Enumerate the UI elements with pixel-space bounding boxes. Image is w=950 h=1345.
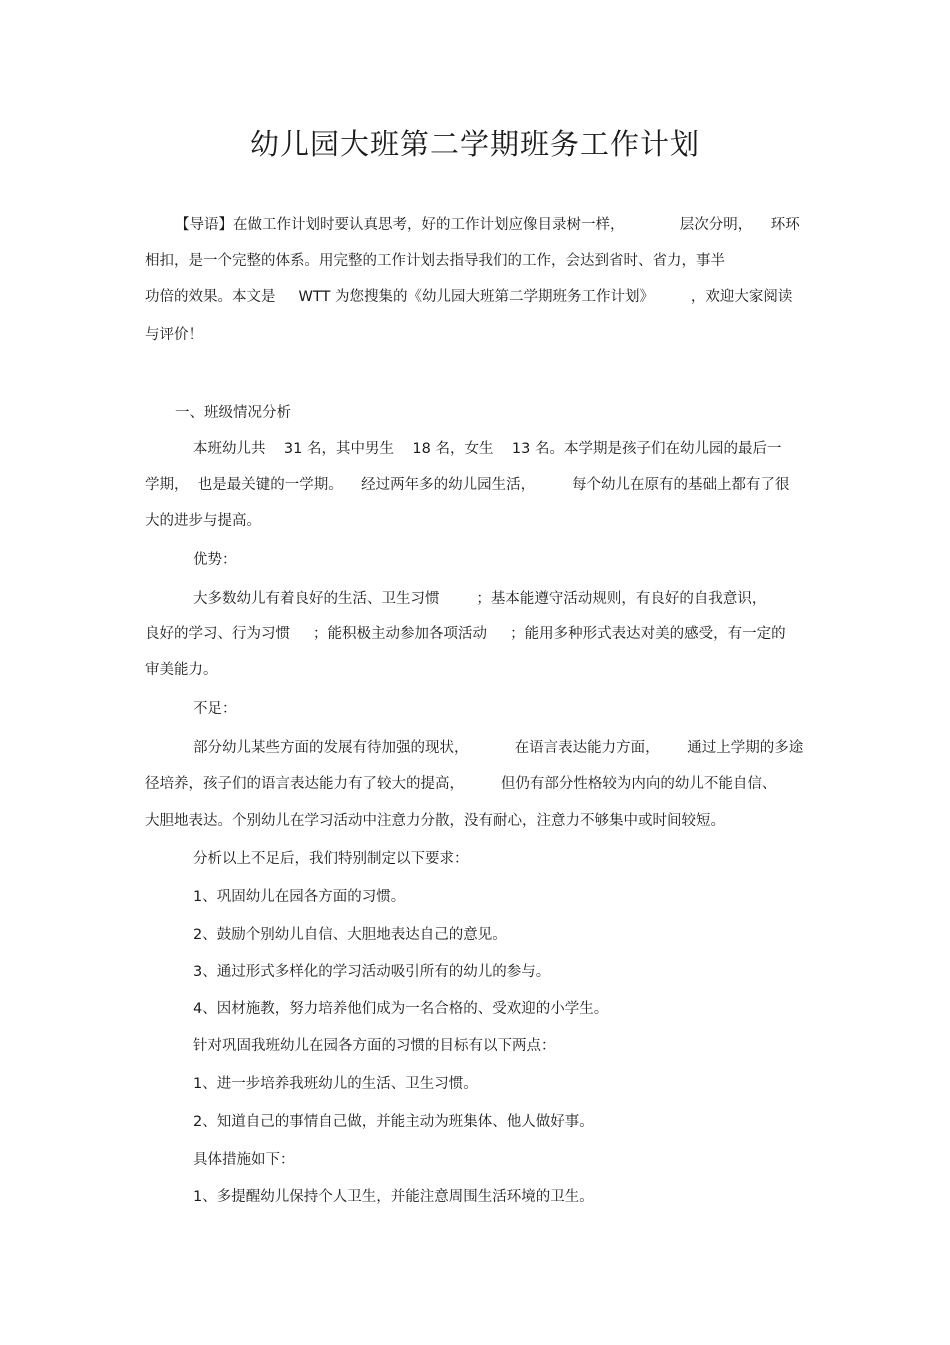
paragraph-line: 径培养，孩子们的语言表达能力有了较大的提高， 但仍有部分性格较为内向的幼儿不能自信、 [145,776,777,792]
section-heading: 一、班级情况分析 [175,405,291,421]
list-item: 2、鼓励个别幼儿自信、大胆地表达自己的意见。 [193,927,507,943]
list-item: 1、进一步培养我班幼儿的生活、卫生习惯。 [193,1076,478,1092]
intro-line: 【导语】在做工作计划时要认真思考，好的工作计划应像目录树一样， 层次分明， 环环 [175,217,800,233]
intro-line: 相扣，是一个完整的体系。用完整的工作计划去指导我们的工作，会达到省时、省力，事半 [145,253,725,269]
paragraph-line: 良好的学习、行为习惯 ；能积极主动参加各项活动 ；能用多种形式表达对美的感受，有一定的 [145,626,786,642]
goals-intro: 针对巩固我班幼儿在园各方面的习惯的目标有以下两点： [193,1038,556,1054]
measures-intro: 具体措施如下： [193,1152,295,1168]
paragraph-line: 大的进步与提高。 [145,513,261,529]
intro-line: 功倍的效果。本文是 WTT 为您搜集的《幼儿园大班第二学期班务工作计划》 ，欢迎大家阅读 [145,289,793,305]
intro-line: 与评价！ [145,327,203,343]
paragraph-line: 部分幼儿某些方面的发展有待加强的现状， 在语言表达能力方面， 通过上学期的多途 [193,740,804,756]
list-item: 3、通过形式多样化的学习活动吸引所有的幼儿的参与。 [193,964,551,980]
advantage-label: 优势： [193,552,237,568]
shortage-label: 不足： [193,701,237,717]
list-item: 1、多提醒幼儿保持个人卫生，并能注意周围生活环境的卫生。 [193,1189,594,1205]
list-item: 2、知道自己的事情自己做，并能主动为班集体、他人做好事。 [193,1114,594,1130]
requirements-intro: 分析以上不足后，我们特别制定以下要求： [193,851,469,867]
paragraph-line: 大多数幼儿有着良好的生活、卫生习惯 ；基本能遵守活动规则，有良好的自我意识， [193,591,767,607]
paragraph-line: 大胆地表达。个别幼儿在学习活动中注意力分散，没有耐心，注意力不够集中或时间较短。 [145,813,725,829]
paragraph-line: 本班幼儿共 31 名，其中男生 18 名，女生 13 名。本学期是孩子们在幼儿园的最后一 [193,441,782,457]
paragraph-line: 审美能力。 [145,662,218,678]
list-item: 1、巩固幼儿在园各方面的习惯。 [193,889,406,905]
document-title: 幼儿园大班第二学期班务工作计划 [249,127,700,161]
paragraph-line: 学期， 也是最关键的一学期。 经过两年多的幼儿园生活， 每个幼儿在原有的基础上都有了很 [145,477,790,493]
list-item: 4、因材施教，努力培养他们成为一名合格的、受欢迎的小学生。 [193,1001,609,1017]
